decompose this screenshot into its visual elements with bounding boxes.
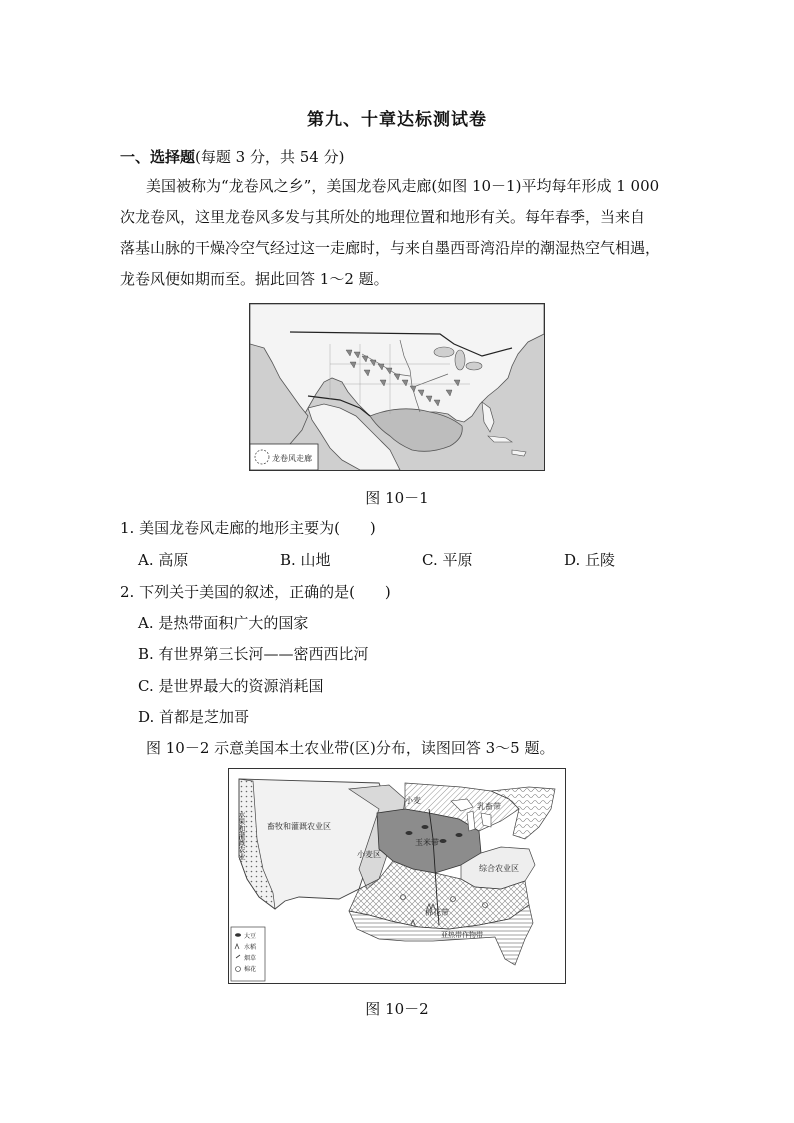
legend-cotton-label: 棉花 (244, 966, 257, 973)
label-coastal-strip (238, 810, 246, 860)
legend-rice-label: 水稻 (244, 944, 257, 951)
q2-option-c: C. 是世界最大的资源消耗国 (138, 677, 324, 695)
q2-option-a: A. 是热带面积广大的国家 (138, 614, 309, 632)
passage1-line-1: 美国被称为“龙卷风之乡”，美国龙卷风走廊(如图 10－1)平均每年形成 1 000 (146, 177, 660, 195)
legend-soybean-label: 大豆 (244, 933, 257, 940)
section-note: (每题 3 分，共 54 分) (195, 148, 345, 166)
soybean-symbol (422, 825, 429, 829)
section-head: 一、选择题 (120, 148, 196, 166)
figure-10-2-caption: 图 10－2 (365, 1000, 429, 1018)
passage1-line-3: 落基山脉的干燥冷空气经过这一走廊时，与来自墨西哥湾沿岸的潮湿热空气相遇， (120, 239, 661, 257)
question-2-stem: 2. 下列关于美国的叙述，正确的是( ) (120, 583, 391, 601)
us-tornado-map (250, 304, 544, 470)
label-subtropical: 亚热带作物带 (441, 931, 483, 939)
q1-option-b: B. 山地 (280, 551, 331, 569)
label-small: 小麦 (405, 796, 421, 805)
q1-option-c: C. 平原 (422, 551, 473, 569)
label-pasture: 畜牧和灌溉农业区 (267, 822, 331, 831)
figure-10-2-map (228, 768, 566, 984)
soybean-symbol (456, 833, 463, 837)
label-cotton: 棉花带 (425, 908, 449, 917)
soybean-symbol (406, 831, 413, 835)
q2-option-b: B. 有世界第三长河——密西西比河 (138, 645, 369, 663)
question-1-stem: 1. 美国龙卷风走廊的地形主要为( ) (120, 519, 376, 537)
great-lake-3 (466, 362, 482, 370)
us-agriculture-map (229, 769, 565, 983)
label-coastal-strip-text: 水果和灌溉农业 (238, 811, 246, 860)
passage1-line-4: 龙卷风便如期而至。据此回答 1～2 题。 (120, 270, 389, 288)
label-dairy: 乳畜带 (477, 802, 501, 811)
figure-10-1-map (249, 303, 545, 471)
label-mixed: 综合农业区 (479, 864, 519, 873)
figure-10-1-caption: 图 10－1 (365, 489, 429, 507)
label-corn: 玉米带 (415, 838, 439, 847)
q2-option-d: D. 首都是芝加哥 (138, 708, 250, 726)
legend-label: 龙卷风走廊 (272, 454, 312, 463)
soybean-symbol (440, 839, 447, 843)
great-lake-2 (455, 350, 465, 370)
passage1-line-2: 次龙卷风，这里龙卷风多发与其所处的地理位置和地形有关。每年春季，当来自 (120, 208, 646, 226)
q1-option-a: A. 高原 (138, 551, 189, 569)
legend-soybean-icon (235, 933, 241, 937)
great-lake-1 (434, 347, 454, 357)
legend-tobacco-label: 烟草 (244, 955, 257, 962)
passage-2: 图 10－2 示意美国本土农业带(区)分布，读图回答 3～5 题。 (146, 739, 555, 757)
q1-option-d: D. 丘陵 (564, 551, 616, 569)
page-title: 第九、十章达标测试卷 (307, 110, 487, 130)
label-wheat: 小麦区 (357, 850, 381, 859)
section-heading (120, 146, 344, 167)
